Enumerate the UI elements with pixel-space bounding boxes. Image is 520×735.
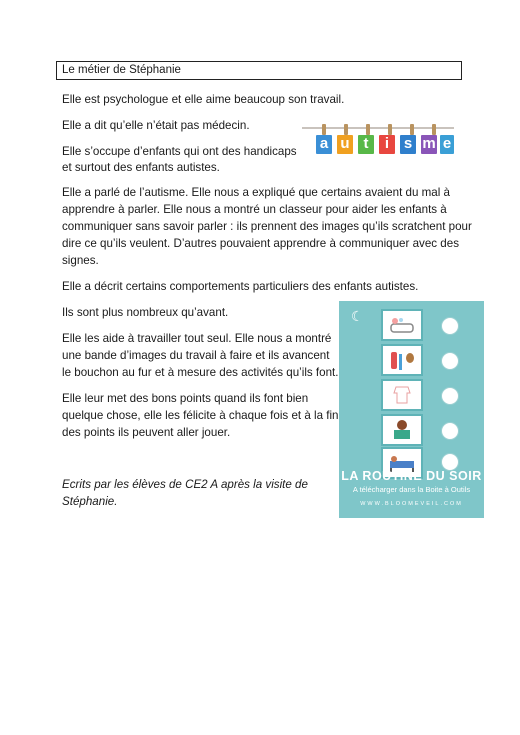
- letter-tile: m: [422, 135, 436, 152]
- clothespin-icon: [410, 124, 414, 135]
- letter-tile: s: [400, 135, 416, 154]
- paragraph: Elle est psychologue et elle aime beaucoup son travail.: [62, 93, 345, 106]
- moon-icon: ☾: [351, 308, 364, 324]
- toothbrush-icon: [381, 344, 423, 376]
- letter-tile: u: [337, 135, 353, 154]
- bath-icon: [381, 309, 423, 341]
- autisme-banner-image: [302, 122, 454, 162]
- letter-tile: a: [316, 135, 332, 154]
- page-title: Le métier de Stéphanie: [56, 61, 462, 80]
- paragraph: Elle a décrit certains comportements particuliers des enfants autistes.: [62, 280, 419, 293]
- paragraph-line: quelque chose, elle les félicite à chaque fois et à la fin: [62, 409, 339, 422]
- checkbox-circle: [441, 352, 459, 370]
- paragraph-line: apprendre à parler. Elle nous a montré un classeur pour aider les enfants à: [62, 203, 447, 216]
- poster-url: WWW.BLOOMEVEIL.COM: [360, 501, 463, 507]
- paragraph-line: signes.: [62, 254, 99, 267]
- routine-poster-image: [339, 301, 484, 518]
- paragraph: Elle a dit qu’elle n’était pas médecin.: [62, 119, 250, 132]
- poster-subtitle: A télécharger dans la Boite à Outils: [352, 485, 471, 494]
- letter-tile: t: [358, 135, 374, 154]
- clothespin-icon: [366, 124, 370, 135]
- paragraph-line: Elle leur met des bons points quand ils font bien: [62, 392, 309, 405]
- paragraph: Ils sont plus nombreux qu’avant.: [62, 306, 229, 319]
- paragraph-line: une bande d’images du travail à faire et ils avancent: [62, 349, 330, 362]
- checkbox-circle: [441, 387, 459, 405]
- paragraph-line: le bouchon au fur et à mesure des activités qu’ils font.: [62, 366, 339, 379]
- paragraph-line: et surtout des enfants autistes.: [62, 161, 220, 174]
- checkbox-circle: [441, 422, 459, 440]
- letter-tile: e: [440, 135, 454, 154]
- signature-line: Ecrits par les élèves de CE2 A après la visite de: [62, 478, 308, 491]
- paragraph-line: Elle a parlé de l’autisme. Elle nous a expliqué que certains avaient du mal à: [62, 186, 450, 199]
- paragraph-line: Elle les aide à travailler tout seul. Elle nous a montré: [62, 332, 332, 345]
- book-icon: [381, 414, 423, 446]
- pyjama-icon: [381, 379, 423, 411]
- signature-line: Stéphanie.: [62, 495, 118, 508]
- paragraph-line: des points ils peuvent aller jouer.: [62, 426, 231, 439]
- clothespin-icon: [344, 124, 348, 135]
- clothespin-icon: [388, 124, 392, 135]
- clothespin-icon: [322, 124, 326, 135]
- paragraph-line: communiquer sans savoir parler : ils prennent des images qu’ils scratchent pour: [62, 220, 472, 233]
- clothespin-icon: [432, 124, 436, 135]
- letter-tile: i: [379, 135, 395, 154]
- paragraph-line: dire ce qu’ils veulent. D’autres pouvaient apprendre à communiquer avec des: [62, 237, 459, 250]
- paragraph-line: Elle s’occupe d’enfants qui ont des handicaps: [62, 145, 297, 158]
- poster-title: LA ROUTINE DU SOIR: [341, 469, 482, 483]
- checkbox-circle: [441, 317, 459, 335]
